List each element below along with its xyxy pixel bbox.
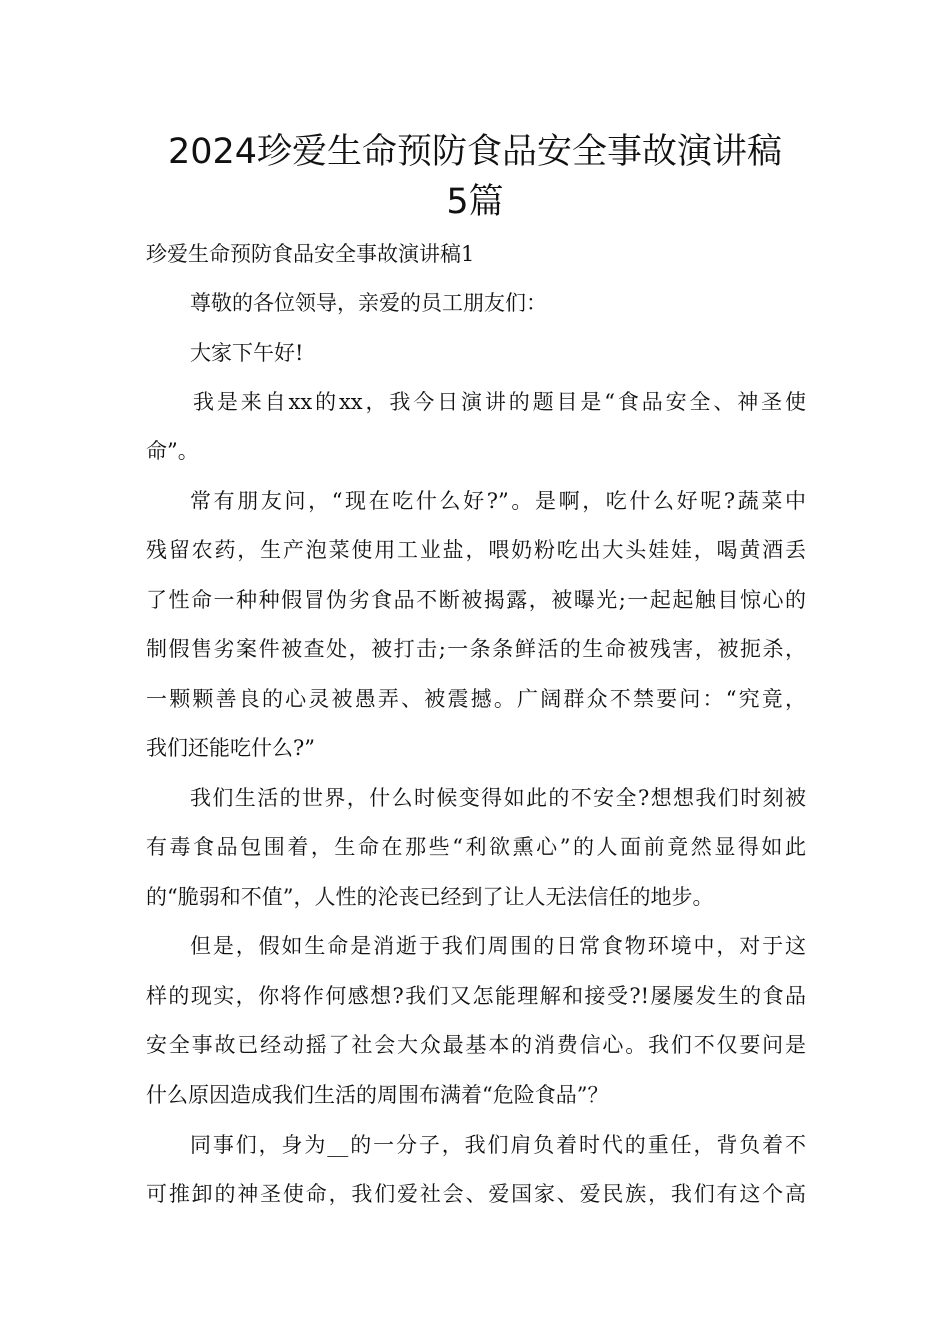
paragraph-line: 安全事故已经动摇了社会大众最基本的消费信心。我们不仅要问是 bbox=[146, 1033, 806, 1057]
paragraph-line: 命”。 bbox=[146, 439, 199, 463]
paragraph-line: 我们生活的世界，什么时候变得如此的不安全?想想我们时刻被 bbox=[190, 786, 806, 810]
paragraph-line: 制假售劣案件被查处，被打击;一条条鲜活的生命被残害，被扼杀， bbox=[146, 637, 806, 661]
section-heading: 珍爱生命预防食品安全事故演讲稿1 bbox=[146, 242, 475, 266]
paragraph-line: 残留农药，生产泡菜使用工业盐，喂奶粉吃出大头娃娃，喝黄酒丢 bbox=[146, 538, 806, 562]
paragraph-line: 我是来自xx的xx，我今日演讲的题目是“食品安全、神圣使 bbox=[193, 390, 806, 414]
document-title-line-2: 5篇 bbox=[446, 182, 504, 222]
paragraph-line: 的“脆弱和不值”，人性的沦丧已经到了让人无法信任的地步。 bbox=[146, 885, 714, 909]
paragraph-line: 我们还能吃什么?” bbox=[146, 736, 315, 760]
paragraph-line: 一颗颗善良的心灵被愚弄、被震撼。广阔群众不禁要问：“究竟， bbox=[146, 687, 806, 711]
paragraph-line: 大家下午好! bbox=[190, 341, 304, 365]
document-title-line-1: 2024珍爱生命预防食品安全事故演讲稿 bbox=[167, 132, 783, 172]
paragraph-line: 有毒食品包围着，生命在那些“利欲熏心”的人面前竟然显得如此 bbox=[146, 835, 806, 859]
paragraph-line: 尊敬的各位领导，亲爱的员工朋友们： bbox=[190, 291, 547, 315]
paragraph-line: 可推卸的神圣使命，我们爱社会、爱国家、爱民族，我们有这个高 bbox=[146, 1182, 806, 1206]
paragraph-line: 了性命一种种假冒伪劣食品不断被揭露，被曝光;一起起触目惊心的 bbox=[146, 588, 806, 612]
paragraph-line: 同事们，身为__的一分子，我们肩负着时代的重任，背负着不 bbox=[190, 1133, 806, 1157]
paragraph-line: 样的现实，你将作何感想?我们又怎能理解和接受?!屡屡发生的食品 bbox=[146, 984, 806, 1008]
paragraph-line: 但是，假如生命是消逝于我们周围的日常食物环境中，对于这 bbox=[190, 934, 806, 958]
paragraph-line: 什么原因造成我们生活的周围布满着“危险食品”？ bbox=[146, 1083, 609, 1107]
paragraph-line: 常有朋友问，“现在吃什么好?”。是啊，吃什么好呢?蔬菜中 bbox=[190, 489, 806, 513]
